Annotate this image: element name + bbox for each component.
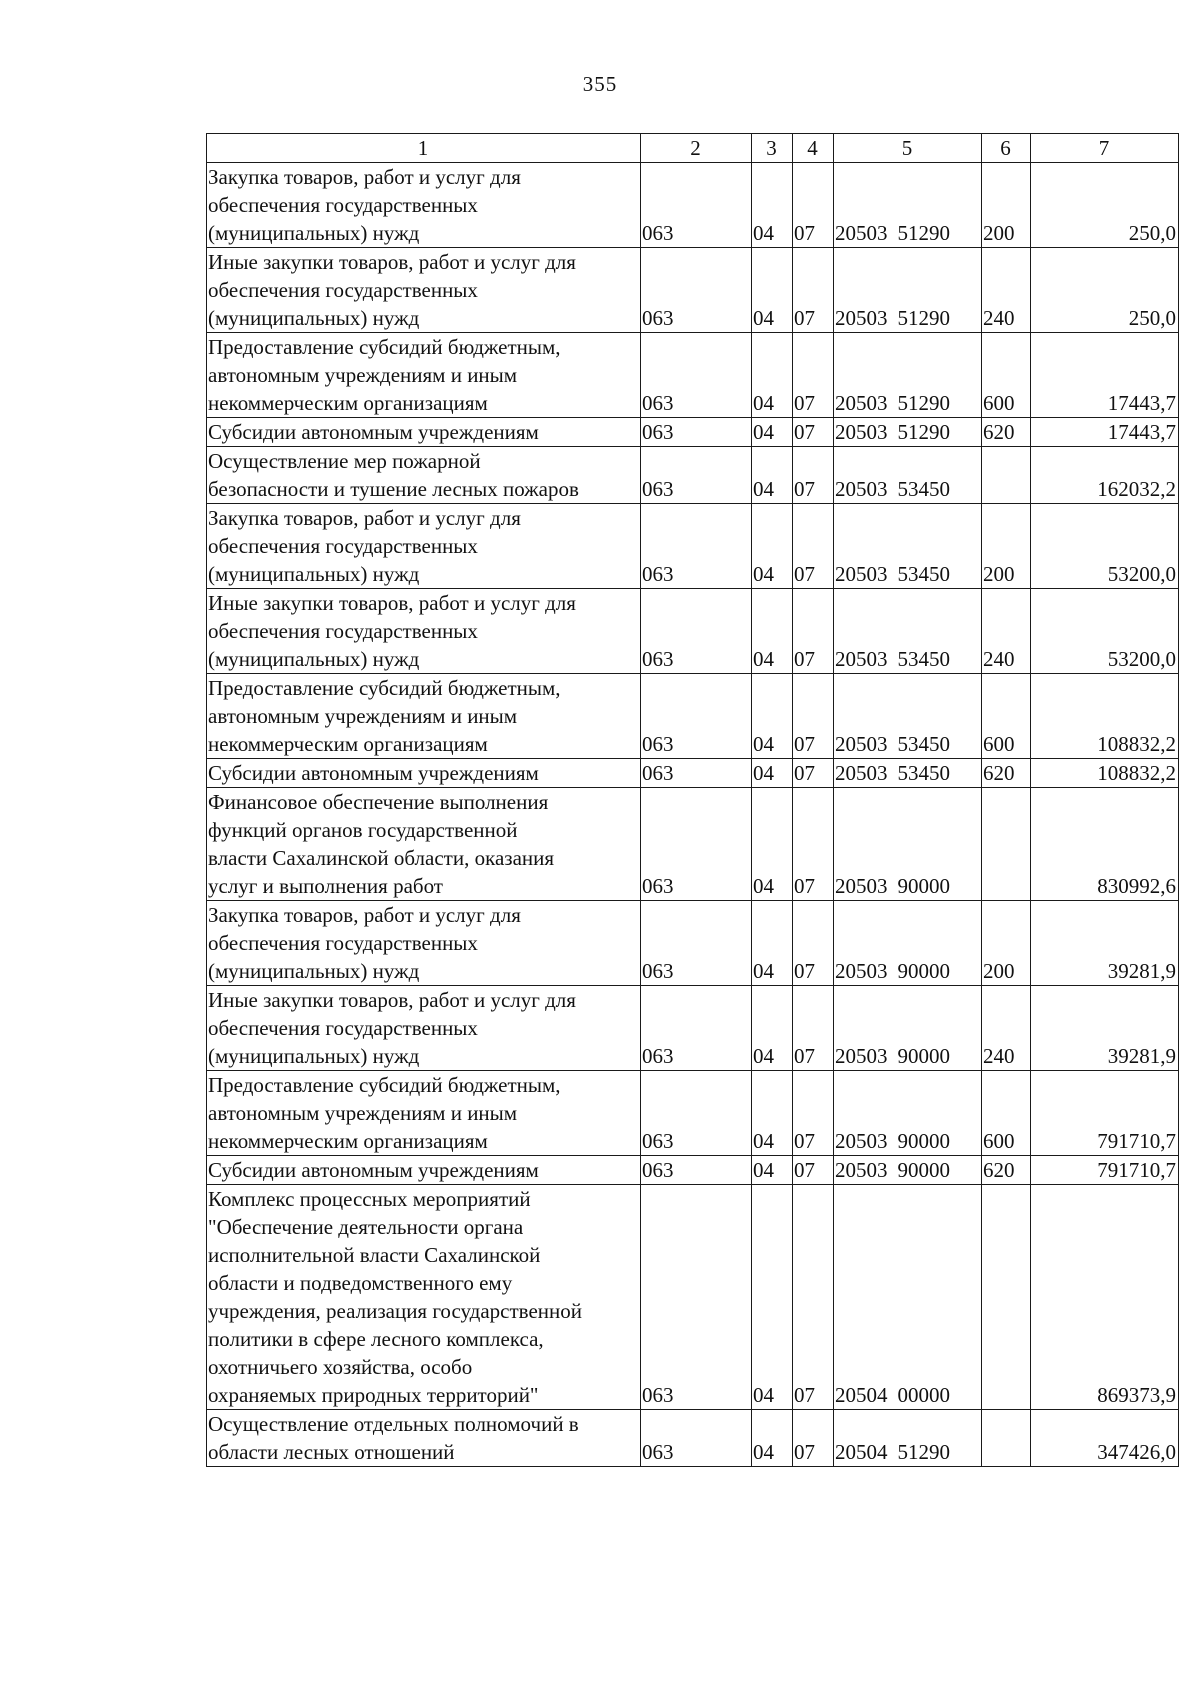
ministry-code-cell: 063	[641, 447, 752, 504]
section-code-cell: 04	[752, 333, 793, 418]
target-article-part: 90000	[897, 1158, 950, 1182]
target-article-part: 20503	[835, 761, 888, 785]
section-code-cell: 04	[752, 504, 793, 589]
item-name-cell	[207, 418, 641, 447]
target-article-part: 00000	[897, 1383, 950, 1407]
item-name-line: обеспечения государственных	[208, 931, 478, 955]
ministry-code-cell: 063	[641, 163, 752, 248]
target-article-cell	[834, 1410, 982, 1467]
table-row	[207, 589, 1179, 674]
item-name-line: Иные закупки товаров, работ и услуг для	[208, 591, 576, 615]
item-name-cell	[207, 589, 641, 674]
item-name-line: (муниципальных) нужд	[208, 1044, 420, 1068]
amount-cell: 347426,0	[1031, 1410, 1179, 1467]
item-name-line: области лесных отношений	[208, 1440, 455, 1464]
subsection-code-cell: 07	[793, 1156, 834, 1185]
item-name-line: некоммерческим организациям	[208, 1129, 488, 1153]
item-name-line: некоммерческим организациям	[208, 732, 488, 756]
table-row	[207, 447, 1179, 504]
item-name-cell	[207, 674, 641, 759]
ministry-code-cell: 063	[641, 788, 752, 901]
target-article-part: 51290	[897, 1440, 950, 1464]
ministry-code-cell: 063	[641, 504, 752, 589]
amount-cell: 53200,0	[1031, 589, 1179, 674]
amount-cell: 39281,9	[1031, 901, 1179, 986]
item-name-line: (муниципальных) нужд	[208, 647, 420, 671]
amount-cell: 108832,2	[1031, 674, 1179, 759]
header-cell-6: 6	[982, 134, 1031, 163]
table-row	[207, 759, 1179, 788]
header-cell-5: 5	[834, 134, 982, 163]
item-name-cell	[207, 986, 641, 1071]
ministry-code-cell: 063	[641, 901, 752, 986]
target-article-part: 51290	[897, 306, 950, 330]
subsection-code-cell: 07	[793, 248, 834, 333]
item-name-line: обеспечения государственных	[208, 619, 478, 643]
item-name-line: Субсидии автономным учреждениям	[208, 761, 539, 785]
expense-type-cell: 600	[982, 333, 1031, 418]
ministry-code-cell: 063	[641, 1410, 752, 1467]
subsection-code-cell: 07	[793, 333, 834, 418]
ministry-code-cell: 063	[641, 248, 752, 333]
target-article-part: 90000	[897, 1044, 950, 1068]
subsection-code-cell: 07	[793, 447, 834, 504]
target-article-cell	[834, 418, 982, 447]
table-row	[207, 1071, 1179, 1156]
item-name-line: Предоставление субсидий бюджетным,	[208, 335, 561, 359]
table-row	[207, 788, 1179, 901]
section-code-cell: 04	[752, 1410, 793, 1467]
item-name-line: Субсидии автономным учреждениям	[208, 1158, 539, 1182]
target-article-cell	[834, 788, 982, 901]
amount-cell: 830992,6	[1031, 788, 1179, 901]
expense-type-cell: 600	[982, 1071, 1031, 1156]
table-row	[207, 333, 1179, 418]
subsection-code-cell: 07	[793, 163, 834, 248]
target-article-part: 20503	[835, 477, 888, 501]
item-name-line: автономным учреждениям и иным	[208, 704, 518, 728]
subsection-code-cell: 07	[793, 504, 834, 589]
target-article-part: 90000	[897, 874, 950, 898]
section-code-cell: 04	[752, 674, 793, 759]
subsection-code-cell: 07	[793, 901, 834, 986]
header-cell-4: 4	[793, 134, 834, 163]
item-name-line: некоммерческим организациям	[208, 391, 488, 415]
item-name-line: обеспечения государственных	[208, 193, 478, 217]
item-name-line: области и подведомственного ему	[208, 1271, 513, 1295]
subsection-code-cell: 07	[793, 759, 834, 788]
item-name-line: (муниципальных) нужд	[208, 959, 420, 983]
table-row	[207, 504, 1179, 589]
item-name-cell	[207, 759, 641, 788]
item-name-cell	[207, 1410, 641, 1467]
item-name-line: Закупка товаров, работ и услуг для	[208, 165, 521, 189]
item-name-line: охотничьего хозяйства, особо	[208, 1355, 473, 1379]
table-row	[207, 248, 1179, 333]
expense-type-cell: 240	[982, 589, 1031, 674]
section-code-cell: 04	[752, 1185, 793, 1410]
target-article-part: 51290	[897, 391, 950, 415]
section-code-cell: 04	[752, 986, 793, 1071]
table-row	[207, 986, 1179, 1071]
header-cell-2: 2	[641, 134, 752, 163]
target-article-cell	[834, 333, 982, 418]
amount-cell: 17443,7	[1031, 418, 1179, 447]
target-article-part: 20503	[835, 959, 888, 983]
target-article-part: 20503	[835, 562, 888, 586]
item-name-line: Закупка товаров, работ и услуг для	[208, 903, 521, 927]
target-article-cell	[834, 674, 982, 759]
ministry-code-cell: 063	[641, 1185, 752, 1410]
item-name-line: Финансовое обеспечение выполнения	[208, 790, 549, 814]
target-article-cell	[834, 986, 982, 1071]
expense-type-cell: 600	[982, 674, 1031, 759]
subsection-code-cell: 07	[793, 788, 834, 901]
section-code-cell: 04	[752, 248, 793, 333]
subsection-code-cell: 07	[793, 589, 834, 674]
target-article-part: 20504	[835, 1440, 888, 1464]
ministry-code-cell: 063	[641, 986, 752, 1071]
expense-type-cell	[982, 1185, 1031, 1410]
item-name-line: исполнительной власти Сахалинской	[208, 1243, 541, 1267]
ministry-code-cell: 063	[641, 759, 752, 788]
target-article-part: 20503	[835, 647, 888, 671]
target-article-part: 53450	[897, 562, 950, 586]
table-row	[207, 901, 1179, 986]
item-name-cell	[207, 1156, 641, 1185]
table-row	[207, 418, 1179, 447]
item-name-line: Закупка товаров, работ и услуг для	[208, 506, 521, 530]
item-name-line: услуг и выполнения работ	[208, 874, 443, 898]
item-name-cell	[207, 163, 641, 248]
expense-type-cell: 620	[982, 418, 1031, 447]
target-article-part: 20503	[835, 1129, 888, 1153]
table-row	[207, 1185, 1179, 1410]
table-header-row	[207, 134, 1179, 163]
amount-cell: 53200,0	[1031, 504, 1179, 589]
item-name-line: автономным учреждениям и иным	[208, 1101, 518, 1125]
target-article-cell	[834, 589, 982, 674]
expense-type-cell: 240	[982, 248, 1031, 333]
subsection-code-cell: 07	[793, 1071, 834, 1156]
item-name-line: учреждения, реализация государственной	[208, 1299, 583, 1323]
ministry-code-cell: 063	[641, 589, 752, 674]
item-name-line: Субсидии автономным учреждениям	[208, 420, 539, 444]
target-article-part: 20503	[835, 391, 888, 415]
item-name-line: "Обеспечение деятельности органа	[208, 1215, 524, 1239]
target-article-part: 20504	[835, 1383, 888, 1407]
item-name-line: Предоставление субсидий бюджетным,	[208, 676, 561, 700]
target-article-cell	[834, 1156, 982, 1185]
expense-type-cell: 200	[982, 901, 1031, 986]
target-article-part: 51290	[897, 420, 950, 444]
target-article-part: 20503	[835, 420, 888, 444]
header-cell-7: 7	[1031, 134, 1179, 163]
amount-cell: 869373,9	[1031, 1185, 1179, 1410]
section-code-cell: 04	[752, 1071, 793, 1156]
table-row	[207, 1156, 1179, 1185]
expense-type-cell	[982, 1410, 1031, 1467]
ministry-code-cell: 063	[641, 1156, 752, 1185]
target-article-cell	[834, 163, 982, 248]
item-name-cell	[207, 248, 641, 333]
target-article-part: 51290	[897, 221, 950, 245]
target-article-cell	[834, 1071, 982, 1156]
item-name-cell	[207, 447, 641, 504]
target-article-part: 20503	[835, 732, 888, 756]
item-name-line: (муниципальных) нужд	[208, 562, 420, 586]
subsection-code-cell: 07	[793, 1185, 834, 1410]
section-code-cell: 04	[752, 901, 793, 986]
target-article-part: 53450	[897, 647, 950, 671]
target-article-part: 53450	[897, 761, 950, 785]
item-name-cell	[207, 788, 641, 901]
amount-cell: 250,0	[1031, 248, 1179, 333]
section-code-cell: 04	[752, 1156, 793, 1185]
item-name-line: Комплекс процессных мероприятий	[208, 1187, 531, 1211]
item-name-line: Предоставление субсидий бюджетным,	[208, 1073, 561, 1097]
table-row	[207, 674, 1179, 759]
section-code-cell: 04	[752, 447, 793, 504]
item-name-cell	[207, 333, 641, 418]
expense-type-cell: 620	[982, 1156, 1031, 1185]
amount-cell: 162032,2	[1031, 447, 1179, 504]
subsection-code-cell: 07	[793, 418, 834, 447]
item-name-cell	[207, 901, 641, 986]
target-article-cell	[834, 759, 982, 788]
item-name-line: обеспечения государственных	[208, 278, 478, 302]
table-row	[207, 163, 1179, 248]
item-name-line: политики в сфере лесного комплекса,	[208, 1327, 544, 1351]
target-article-part: 53450	[897, 477, 950, 501]
target-article-cell	[834, 447, 982, 504]
ministry-code-cell: 063	[641, 674, 752, 759]
subsection-code-cell: 07	[793, 1410, 834, 1467]
ministry-code-cell: 063	[641, 418, 752, 447]
target-article-part: 20503	[835, 1044, 888, 1068]
ministry-code-cell: 063	[641, 1071, 752, 1156]
target-article-part: 20503	[835, 306, 888, 330]
item-name-line: обеспечения государственных	[208, 1016, 478, 1040]
expense-type-cell	[982, 788, 1031, 901]
expense-type-cell: 240	[982, 986, 1031, 1071]
amount-cell: 108832,2	[1031, 759, 1179, 788]
target-article-part: 20503	[835, 874, 888, 898]
section-code-cell: 04	[752, 418, 793, 447]
item-name-line: Осуществление мер пожарной	[208, 449, 481, 473]
target-article-cell	[834, 504, 982, 589]
expense-type-cell	[982, 447, 1031, 504]
item-name-cell	[207, 1071, 641, 1156]
section-code-cell: 04	[752, 589, 793, 674]
item-name-cell	[207, 1185, 641, 1410]
page-number: 355	[582, 72, 618, 96]
expense-type-cell: 200	[982, 163, 1031, 248]
target-article-cell	[834, 248, 982, 333]
amount-cell: 39281,9	[1031, 986, 1179, 1071]
header-cell-1: 1	[207, 134, 641, 163]
target-article-part: 90000	[897, 959, 950, 983]
ministry-code-cell: 063	[641, 333, 752, 418]
item-name-line: власти Сахалинской области, оказания	[208, 846, 555, 870]
expense-type-cell: 200	[982, 504, 1031, 589]
item-name-line: (муниципальных) нужд	[208, 306, 420, 330]
item-name-line: безопасности и тушение лесных пожаров	[208, 477, 579, 501]
section-code-cell: 04	[752, 163, 793, 248]
item-name-line: охраняемых природных территорий"	[208, 1383, 539, 1407]
amount-cell: 250,0	[1031, 163, 1179, 248]
item-name-line: (муниципальных) нужд	[208, 221, 420, 245]
target-article-cell	[834, 1185, 982, 1410]
target-article-part: 53450	[897, 732, 950, 756]
item-name-line: Осуществление отдельных полномочий в	[208, 1412, 579, 1436]
expense-type-cell: 620	[982, 759, 1031, 788]
amount-cell: 791710,7	[1031, 1071, 1179, 1156]
section-code-cell: 04	[752, 759, 793, 788]
budget-table	[206, 133, 1179, 1467]
target-article-part: 20503	[835, 1158, 888, 1182]
item-name-cell	[207, 504, 641, 589]
item-name-line: обеспечения государственных	[208, 534, 478, 558]
subsection-code-cell: 07	[793, 674, 834, 759]
item-name-line: Иные закупки товаров, работ и услуг для	[208, 250, 576, 274]
target-article-part: 90000	[897, 1129, 950, 1153]
item-name-line: автономным учреждениям и иным	[208, 363, 518, 387]
target-article-cell	[834, 901, 982, 986]
section-code-cell: 04	[752, 788, 793, 901]
amount-cell: 17443,7	[1031, 333, 1179, 418]
subsection-code-cell: 07	[793, 986, 834, 1071]
header-cell-3: 3	[752, 134, 793, 163]
item-name-line: функций органов государственной	[208, 818, 518, 842]
target-article-part: 20503	[835, 221, 888, 245]
item-name-line: Иные закупки товаров, работ и услуг для	[208, 988, 576, 1012]
amount-cell: 791710,7	[1031, 1156, 1179, 1185]
table-row	[207, 1410, 1179, 1467]
